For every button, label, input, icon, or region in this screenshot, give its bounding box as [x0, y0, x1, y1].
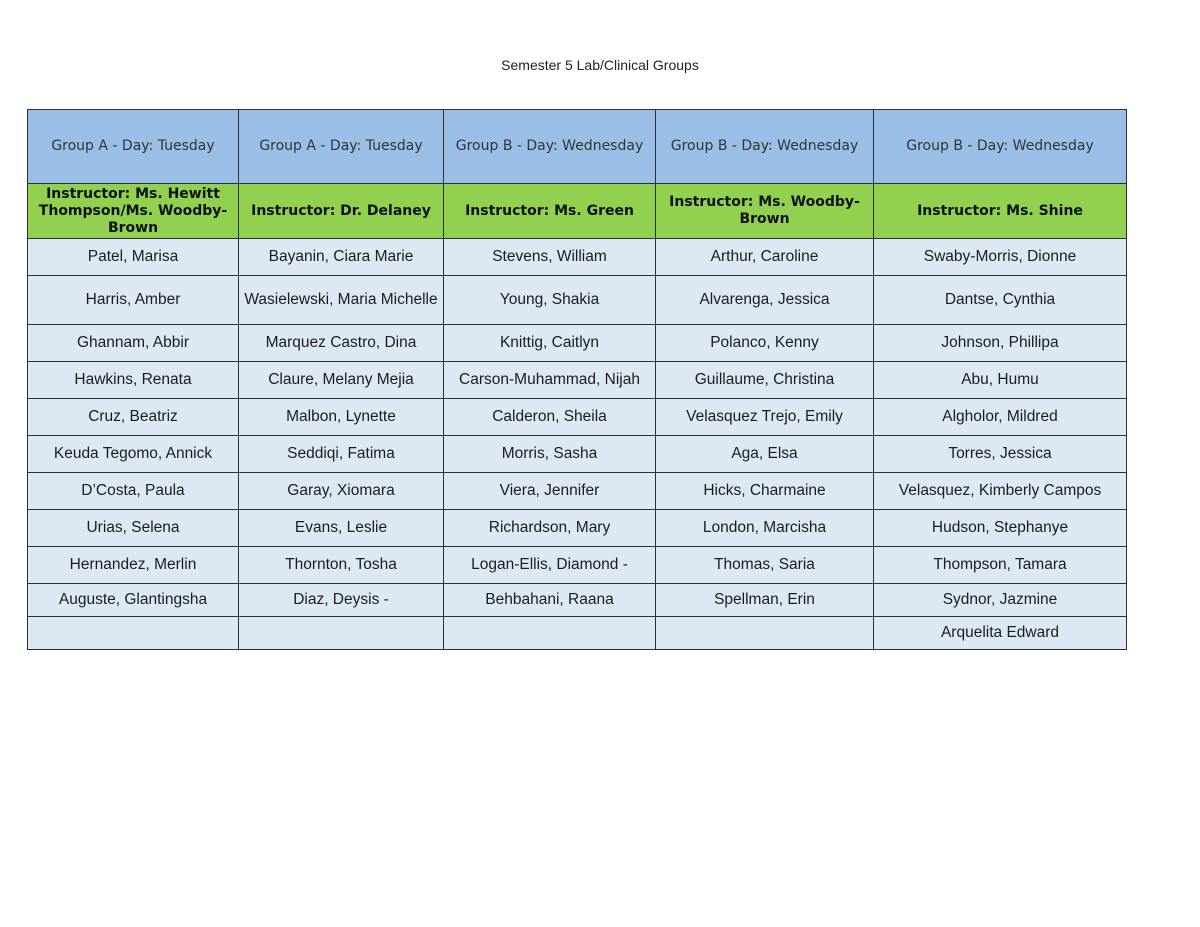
student-cell: Thompson, Tamara — [874, 547, 1127, 584]
group-day-header: Group B - Day: Wednesday — [874, 110, 1127, 184]
student-cell: Torres, Jessica — [874, 436, 1127, 473]
student-cell: Abu, Humu — [874, 362, 1127, 399]
student-cell: Richardson, Mary — [444, 510, 656, 547]
instructor-header: Instructor: Ms. Green — [444, 184, 656, 239]
instructor-header: Instructor: Ms. Shine — [874, 184, 1127, 239]
table-row — [28, 473, 1127, 510]
student-cell: Carson-Muhammad, Nijah — [444, 362, 656, 399]
student-cell: Swaby-Morris, Dionne — [874, 239, 1127, 276]
student-cell: Guillaume, Christina — [656, 362, 874, 399]
student-cell: Sydnor, Jazmine — [874, 584, 1127, 617]
student-cell: Calderon, Sheila — [444, 399, 656, 436]
student-cell: Auguste, Glantingsha — [28, 584, 239, 617]
student-cell: Hawkins, Renata — [28, 362, 239, 399]
student-cell: Marquez Castro, Dina — [239, 325, 444, 362]
student-cell: Keuda Tegomo, Annick — [28, 436, 239, 473]
group-day-header: Group B - Day: Wednesday — [656, 110, 874, 184]
student-cell: Alvarenga, Jessica — [656, 276, 874, 325]
table-row — [28, 276, 1127, 325]
instructor-header: Instructor: Ms. Hewitt Thompson/Ms. Woodby-Brown — [28, 184, 239, 239]
student-cell: Malbon, Lynette — [239, 399, 444, 436]
group-day-header: Group A - Day: Tuesday — [239, 110, 444, 184]
student-cell: Dantse, Cynthia — [874, 276, 1127, 325]
table-row — [28, 510, 1127, 547]
student-cell: Behbahani, Raana — [444, 584, 656, 617]
table-row — [28, 325, 1127, 362]
student-cell: Cruz, Beatriz — [28, 399, 239, 436]
student-cell: Bayanin, Ciara Marie — [239, 239, 444, 276]
student-cell: Velasquez Trejo, Emily — [656, 399, 874, 436]
student-cell: Ghannam, Abbir — [28, 325, 239, 362]
student-cell: D’Costa, Paula — [28, 473, 239, 510]
table-row — [28, 399, 1127, 436]
page-title: Semester 5 Lab/Clinical Groups — [501, 57, 699, 73]
student-cell: Wasielewski, Maria Michelle — [239, 276, 444, 325]
clinical-groups-table — [27, 109, 1127, 650]
table-row — [28, 547, 1127, 584]
student-cell: Polanco, Kenny — [656, 325, 874, 362]
instructor-header: Instructor: Ms. Woodby-Brown — [656, 184, 874, 239]
student-cell: Claure, Melany Mejia — [239, 362, 444, 399]
student-cell: Arthur, Caroline — [656, 239, 874, 276]
instructor-header: Instructor: Dr. Delaney — [239, 184, 444, 239]
student-cell: Stevens, William — [444, 239, 656, 276]
student-cell: Logan-Ellis, Diamond - — [444, 547, 656, 584]
student-cell: Garay, Xiomara — [239, 473, 444, 510]
student-cell: Hernandez, Merlin — [28, 547, 239, 584]
table-row — [28, 436, 1127, 473]
student-cell — [656, 617, 874, 650]
student-cell: Morris, Sasha — [444, 436, 656, 473]
student-cell: Thomas, Saria — [656, 547, 874, 584]
student-cell: Viera, Jennifer — [444, 473, 656, 510]
student-cell: Diaz, Deysis - — [239, 584, 444, 617]
student-cell: Seddiqi, Fatima — [239, 436, 444, 473]
student-cell: Spellman, Erin — [656, 584, 874, 617]
student-cell: Knittig, Caitlyn — [444, 325, 656, 362]
group-day-header: Group A - Day: Tuesday — [28, 110, 239, 184]
student-cell: Johnson, Phillipa — [874, 325, 1127, 362]
table-row — [28, 362, 1127, 399]
student-cell — [444, 617, 656, 650]
instructor-header-row — [28, 184, 1127, 239]
table-row — [28, 617, 1127, 650]
group-day-header: Group B - Day: Wednesday — [444, 110, 656, 184]
student-cell: Hicks, Charmaine — [656, 473, 874, 510]
student-cell: Urias, Selena — [28, 510, 239, 547]
student-cell: Hudson, Stephanye — [874, 510, 1127, 547]
table-row — [28, 584, 1127, 617]
student-cell: Thornton, Tosha — [239, 547, 444, 584]
student-cell: Arquelita Edward — [874, 617, 1127, 650]
student-cell: Patel, Marisa — [28, 239, 239, 276]
student-cell — [239, 617, 444, 650]
student-cell: Aga, Elsa — [656, 436, 874, 473]
group-day-header-row — [28, 110, 1127, 184]
student-cell: Algholor, Mildred — [874, 399, 1127, 436]
student-cell: Young, Shakia — [444, 276, 656, 325]
student-cell: Harris, Amber — [28, 276, 239, 325]
student-cell: London, Marcisha — [656, 510, 874, 547]
table-row — [28, 239, 1127, 276]
student-cell — [28, 617, 239, 650]
student-cell: Evans, Leslie — [239, 510, 444, 547]
student-cell: Velasquez, Kimberly Campos — [874, 473, 1127, 510]
